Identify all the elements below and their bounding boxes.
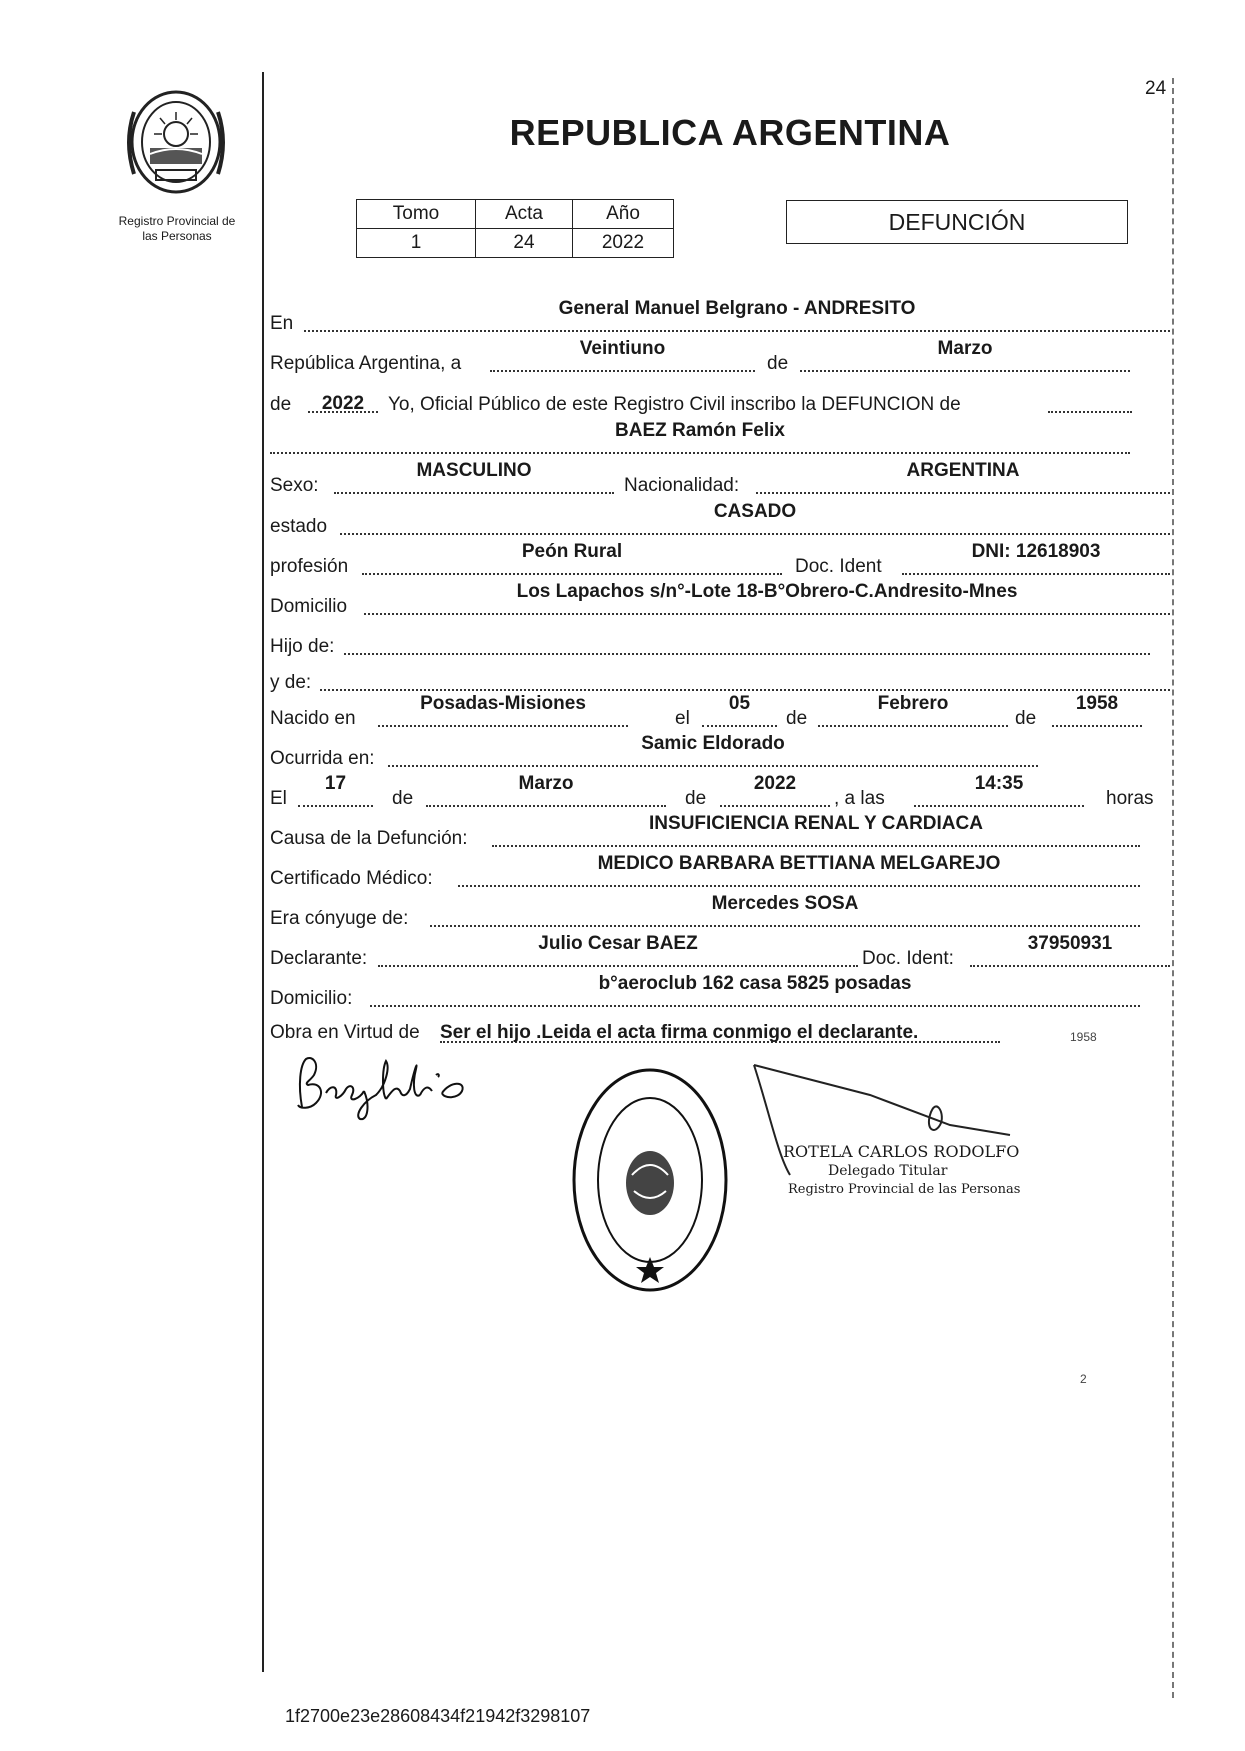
hora-value: 14:35	[974, 773, 1024, 794]
obra-value: Ser el hijo .Leida el acta firma conmigo el declarante.	[440, 1022, 919, 1043]
row-obra	[270, 1005, 1170, 1045]
el-label: el	[675, 708, 690, 729]
acta-label: Acta	[476, 200, 573, 229]
row-en	[270, 296, 1170, 336]
registro-line-1: Registro Provincial de	[118, 214, 236, 228]
acta-value: 24	[476, 229, 573, 258]
yo-text: Yo, Oficial Público de este Registro Civil inscribo la DEFUNCION de	[388, 394, 961, 415]
act-type-box: DEFUNCIÓN	[786, 200, 1128, 244]
row-estado	[270, 499, 1170, 539]
row-domicilio	[270, 579, 1170, 619]
nacionalidad-label: Nacionalidad:	[624, 475, 740, 496]
row-nombre	[270, 418, 1170, 458]
sexo-value: MASCULINO	[416, 460, 532, 481]
def-dia-value: 17	[324, 773, 347, 794]
anio-label: Año	[573, 200, 674, 229]
delegado-title: Delegado Titular	[828, 1163, 948, 1179]
domicilio-label: Domicilio	[270, 596, 348, 617]
nacido-en-value: Posadas-Misiones	[420, 693, 586, 714]
ocurrida-value: Samic Eldorado	[641, 733, 785, 754]
page-number: 24	[1145, 78, 1167, 99]
dia-value: Veintiuno	[579, 338, 666, 359]
left-margin-rule	[262, 72, 264, 1672]
profesion-value: Peón Rural	[521, 541, 623, 562]
anio-value: 2022	[573, 229, 674, 258]
mes-value: Marzo	[937, 338, 993, 359]
yde-label: y de:	[270, 672, 312, 693]
domicilio-value: Los Lapachos s/n°-Lote 18-B°Obrero-C.Andresito-Mnes	[516, 581, 1018, 602]
tomo-acta-anio-table	[356, 199, 674, 258]
obra-label: Obra en Virtud de	[270, 1022, 420, 1043]
row-fecha	[270, 336, 1170, 376]
def-de1-label: de	[392, 788, 414, 809]
year-value: 2022	[321, 393, 365, 414]
row-fecha-defuncion	[270, 771, 1170, 811]
doc2-label: Doc. Ident:	[862, 948, 954, 969]
doc-value: DNI: 12618903	[971, 541, 1101, 562]
nacionalidad-value: ARGENTINA	[906, 460, 1020, 481]
hijo-label: Hijo de:	[270, 636, 335, 657]
domicilio2-value: b°aeroclub 162 casa 5825 posadas	[598, 973, 912, 994]
el2-label: El	[270, 788, 287, 809]
row-yde	[270, 655, 1170, 695]
conyuge-value: Mercedes SOSA	[711, 893, 859, 914]
row-sexo	[270, 458, 1170, 498]
page-title: REPUBLICA ARGENTINA	[509, 112, 951, 153]
row-yo	[270, 377, 1170, 417]
row-causa	[270, 811, 1170, 851]
de-label: de	[767, 353, 789, 374]
declarante-label: Declarante:	[270, 948, 368, 969]
def-mes-value: Marzo	[518, 773, 574, 794]
doc-label: Doc. Ident	[795, 556, 882, 577]
def-anio-value: 2022	[753, 773, 797, 794]
declarante-value: Julio Cesar BAEZ	[538, 933, 698, 954]
en-label: En	[270, 313, 294, 334]
right-margin-rule	[1172, 78, 1174, 1698]
en-value: General Manuel Belgrano - ANDRESITO	[558, 298, 916, 319]
year-de-label: de	[270, 394, 292, 415]
registro-provincial-label	[92, 214, 262, 244]
doc2-value: 37950931	[1027, 933, 1113, 954]
margin-note-year: 1958	[1070, 1030, 1097, 1044]
row-declarante	[270, 931, 1170, 971]
row-nacido	[270, 691, 1170, 731]
horas-label: horas	[1106, 788, 1154, 809]
delegado-name: ROTELA CARLOS RODOLFO	[783, 1142, 1020, 1161]
sexo-label: Sexo:	[270, 475, 319, 496]
row-profesion	[270, 539, 1170, 579]
nombre-value: BAEZ Ramón Felix	[615, 420, 785, 441]
estado-value: CASADO	[713, 501, 797, 522]
causa-value: INSUFICIENCIA RENAL Y CARDIACA	[649, 813, 983, 834]
registro-line-2: las Personas	[142, 229, 212, 243]
certificado-value: MEDICO BARBARA BETTIANA MELGAREJO	[597, 853, 1001, 874]
delegado-registro: Registro Provincial de las Personas	[788, 1182, 1021, 1197]
nac-mes-value: Febrero	[877, 693, 949, 714]
certificado-label: Certificado Médico:	[270, 868, 433, 889]
declarante-signature-icon	[290, 1045, 480, 1125]
nac-de1-label: de	[786, 708, 808, 729]
nac-anio-value: 1958	[1075, 693, 1119, 714]
nac-de2-label: de	[1015, 708, 1037, 729]
row-hijo	[270, 619, 1170, 659]
registro-oval-stamp-icon	[570, 1065, 730, 1295]
provincia-misiones-seal-icon	[120, 82, 232, 202]
nacido-label: Nacido en	[270, 708, 356, 729]
ocurrida-label: Ocurrida en:	[270, 748, 375, 769]
causa-label: Causa de la Defunción:	[270, 828, 468, 849]
domicilio2-label: Domicilio:	[270, 988, 353, 1009]
alas-label: , a las	[834, 788, 885, 809]
conyuge-label: Era cónyuge de:	[270, 908, 409, 929]
def-de2-label: de	[685, 788, 707, 809]
margin-note-mark: 2	[1080, 1372, 1087, 1386]
row-conyuge	[270, 891, 1170, 931]
document-hash-id: 1f2700e23e28608434f21942f3298107	[285, 1706, 591, 1726]
estado-label: estado	[270, 516, 328, 537]
tomo-value: 1	[357, 229, 476, 258]
nac-dia-value: 05	[728, 693, 751, 714]
row-ocurrida	[270, 731, 1170, 771]
tomo-label: Tomo	[357, 200, 476, 229]
profesion-label: profesión	[270, 556, 349, 577]
row-certificado	[270, 851, 1170, 891]
republica-label: República Argentina, a	[270, 353, 462, 374]
